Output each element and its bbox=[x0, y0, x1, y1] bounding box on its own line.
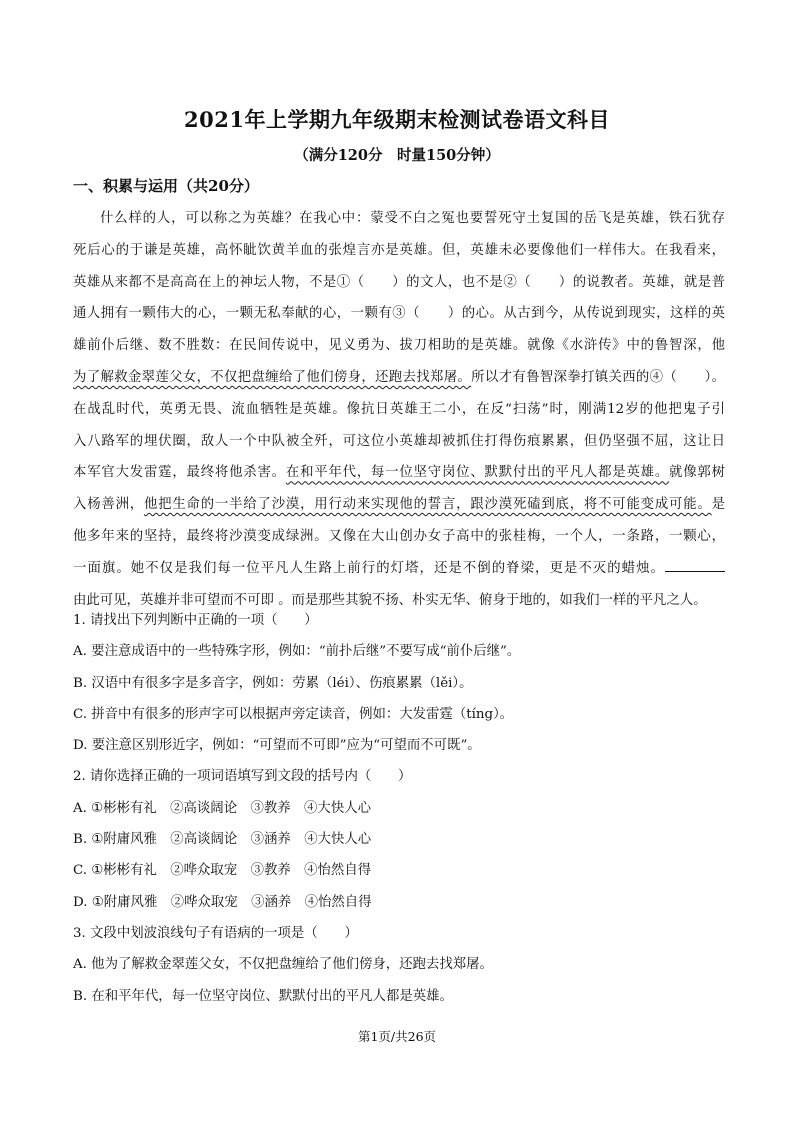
option-a: A. 要注意成语中的一些特殊字形，例如：“前扑后继”不要写成“前仆后继”。 bbox=[73, 644, 521, 660]
passage-text: 所以才有鲁智深拳打镇关西的④（ ）。 bbox=[471, 369, 725, 385]
passage-line bbox=[73, 553, 725, 585]
passage-line: 死后心的于谦是英雄，高怀眦饮黄羊血的张煌言亦是英雄。但，英雄未必要像他们一样伟大。在我看来， bbox=[73, 242, 725, 258]
section-heading: 一、积累与运用（共20分） bbox=[73, 177, 259, 195]
passage-text: 就像郭树 bbox=[669, 465, 725, 481]
wavy-underlined-sentence: 为了解救金翠莲父女，不仅把盘缠给了他们傍身，还跑去找郑屠。 bbox=[73, 369, 472, 385]
question-stem: 2. 请你选择正确的一项词语填写到文段的括号内（ ） bbox=[73, 769, 412, 785]
option-c: C. 拼音中有很多的形声字可以根据声旁定读音，例如：大发雷霆（tíng）。 bbox=[73, 706, 514, 722]
option-d: D. 要注意区别形近字，例如：“可望而不可即”应为“可望而不可既”。 bbox=[73, 738, 481, 754]
passage-line bbox=[73, 362, 725, 394]
wavy-underlined-sentence: 在和平年代，每一位坚守岗位、默默付出的平凡人都是英雄。 bbox=[285, 465, 670, 481]
reading-passage bbox=[73, 203, 725, 616]
question-stem: 3. 文段中划波浪线句子有语病的一项是（ ） bbox=[73, 925, 358, 941]
passage-line: 什么样的人，可以称之为英雄？在我心中：蒙受不白之冤也要誓死守土复国的岳飞是英雄，铁石犹存 bbox=[100, 211, 725, 226]
question-list bbox=[73, 605, 725, 1012]
passage-line: 由此可见，英雄并非可望而不可即 。而是那些其貌不扬、朴实无华、俯身于地的，如我们一样的平凡之人。 bbox=[73, 592, 707, 608]
exam-title: 2021年上学期九年级期末检测试卷语文科目 bbox=[184, 107, 610, 132]
option-a: A. 他为了解救金翠莲父女，不仅把盘缠给了他们傍身，还跑去找郑屠。 bbox=[73, 957, 493, 973]
option-b: B. 在和平年代，每一位坚守岗位、默默付出的平凡人都是英雄。 bbox=[73, 988, 453, 1004]
option-a: A. ①彬彬有礼 ②高谈阔论 ③教养 ④大快人心 bbox=[73, 800, 371, 816]
passage-line: 雄前仆后继、数不胜数：在民间传说中，见义勇为、拔刀相助的是英雄。就像《水浒传》中的鲁智深，他 bbox=[73, 338, 725, 354]
passage-line: 他多年来的坚持，最终将沙漠变成绿洲。又像在大山创办女子高中的张桂梅，一个人，一条路，一颗心， bbox=[73, 528, 725, 544]
passage-text: 是 bbox=[711, 497, 725, 513]
passage-line: 英雄从来都不是高高在上的神坛人物，不是①（ ）的文人，也不是②（ ）的说教者。英雄，就是普 bbox=[73, 274, 725, 290]
option-b: B. ①附庸风雅 ②高谈阔论 ③涵养 ④大快人心 bbox=[73, 832, 372, 848]
passage-line bbox=[73, 489, 725, 521]
question-stem: 1. 请找出下列判断中正确的一项（ ） bbox=[73, 613, 318, 628]
option-d: D. ①附庸风雅 ②哗众取宠 ③涵养 ④怡然自得 bbox=[73, 894, 372, 910]
passage-line: 通人拥有一颗伟大的心，一颗无私奉献的心，一颗有③（ ）的心。从古到今，从传说到现实，这样的英 bbox=[73, 306, 725, 322]
page-number: 第1页/共26页 bbox=[357, 1029, 437, 1044]
exam-subtitle: （满分120分 时量150分钟） bbox=[294, 147, 500, 164]
wavy-underlined-sentence: 他把生命的一半给了沙漠，用行动来实现他的誓言，跟沙漠死磕到底，将不可能变成可能。 bbox=[143, 497, 712, 513]
passage-line: 入八路军的埋伏圈，敌人一个中队被全歼，可这位小英雄却被抓住打得伤痕累累，但仍坚强不屈，这让日 bbox=[73, 433, 725, 449]
answer-blank[interactable] bbox=[665, 557, 725, 572]
passage-line bbox=[73, 457, 725, 489]
option-b: B. 汉语中有很多字是多音字，例如：劳累（léi）、伤痕累累（lěi）。 bbox=[73, 675, 473, 691]
passage-text: 本军官大发雷霆，最终将他杀害。 bbox=[73, 465, 286, 481]
option-c: C. ①彬彬有礼 ②哗众取宠 ③教养 ④怡然自得 bbox=[73, 863, 372, 879]
passage-text: 一面旗。她不仅是我们每一位平凡人生路上前行的灯塔，还是不倒的脊梁，更是不灭的蜡烛。 bbox=[73, 560, 665, 576]
passage-text: 入杨善洲， bbox=[73, 497, 144, 513]
passage-line: 在战乱时代，英勇无畏、流血牺牲是英雄。像抗日英雄王二小，在反“扫荡”时，刚满12岁的他把鬼子引 bbox=[73, 401, 725, 417]
